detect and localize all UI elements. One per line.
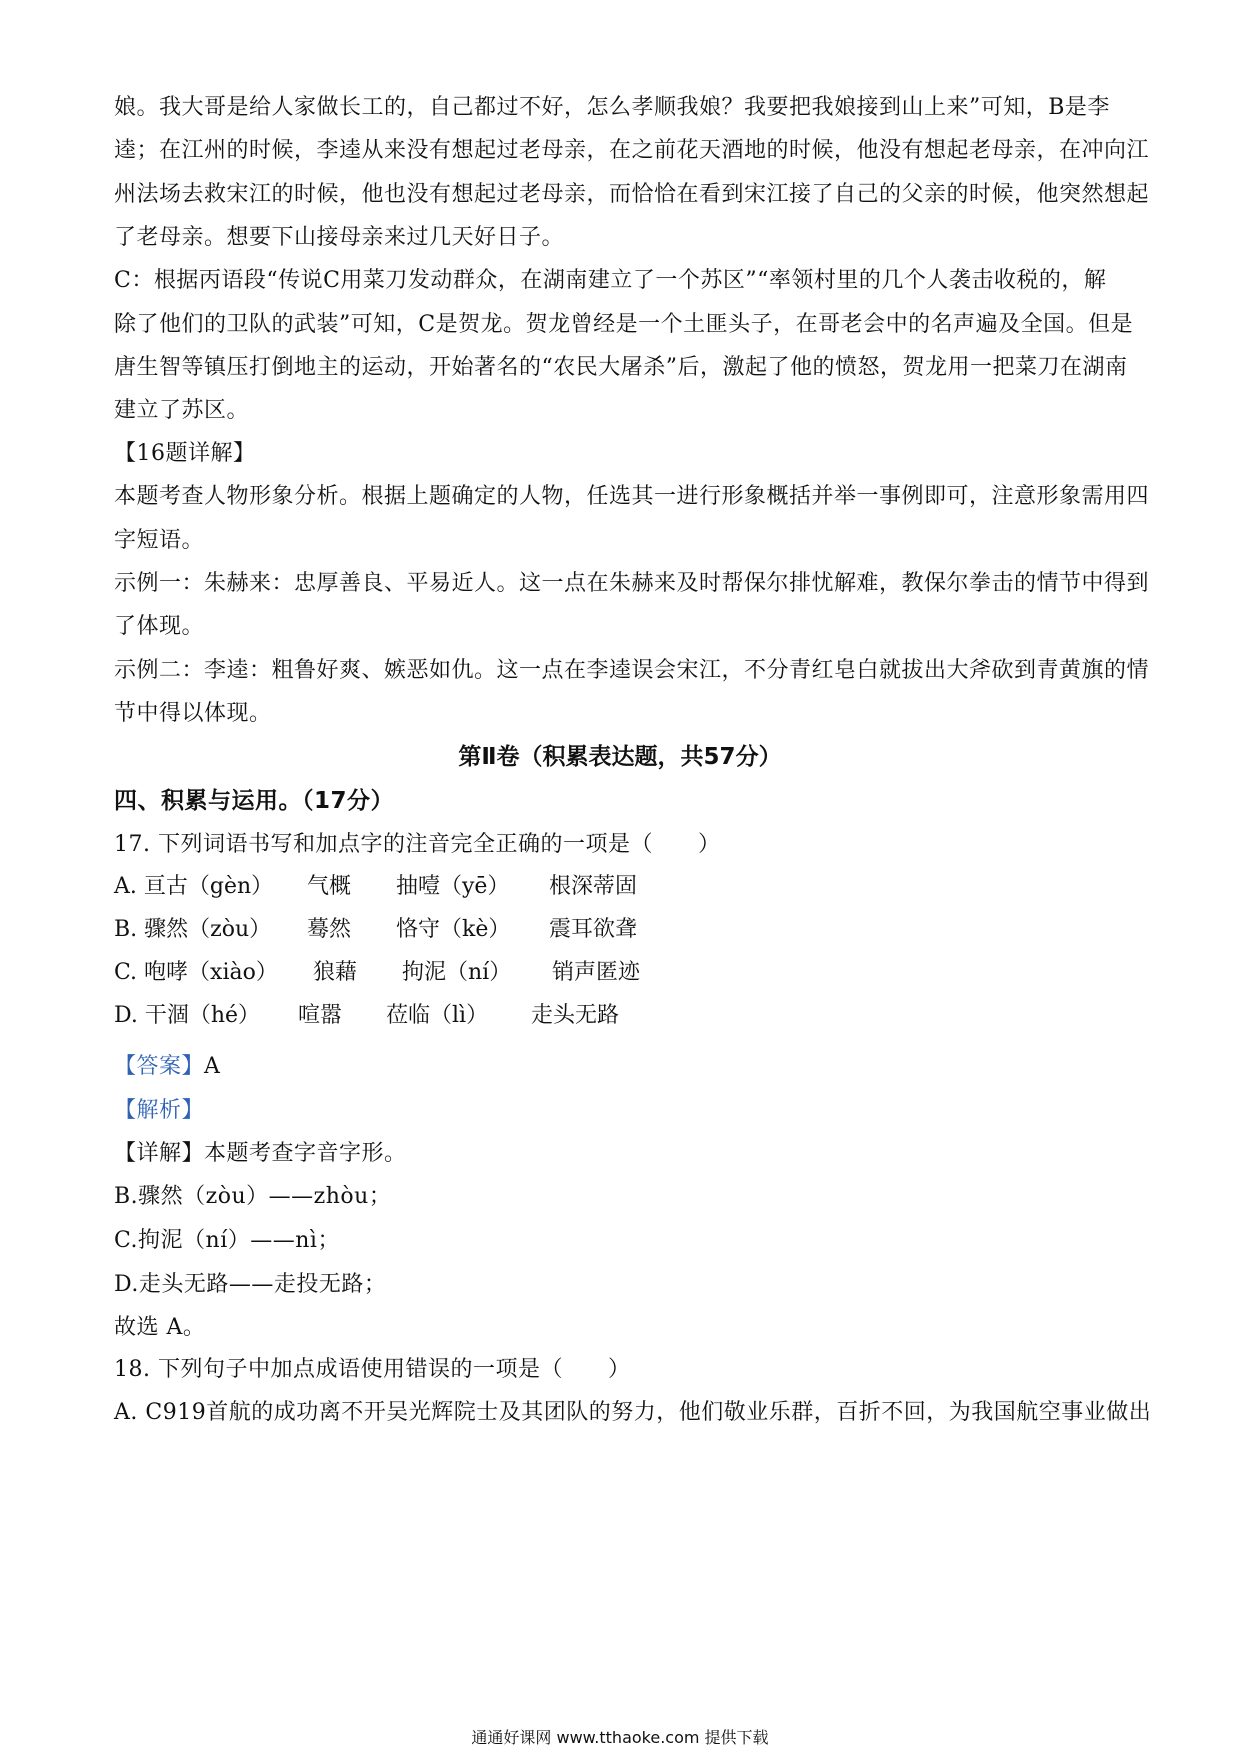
answer-line: [114, 1052, 220, 1082]
option-d-word2: 喧嚣: [298, 1003, 343, 1028]
paragraph-line: 字短语。: [114, 528, 205, 553]
question-17-stem: 17. 下列词语书写和加点字的注音完全正确的一项是（ ）: [114, 832, 721, 857]
option-a-word2: 气概: [307, 874, 352, 899]
paragraph-line: 了老母亲。想要下山接母亲来过几天好日子。: [114, 225, 565, 250]
paragraph-line: C：根据丙语段“传说C用菜刀发动群众，在湖南建立了一个苏区”“率领村里的几个人袭击收税的，解: [114, 268, 1107, 293]
option-a-word1: A. 亘古（gèn）: [114, 874, 274, 899]
page-footer: 通通好课网 www.tthaoke.com 提供下载: [471, 1728, 769, 1747]
option-d-word1: D. 干涸（hé）: [114, 1003, 261, 1028]
answer-value: A: [204, 1054, 221, 1079]
option-a-word3: 抽噎（yē）: [396, 874, 510, 899]
paragraph-line: 唐生智等镇压打倒地主的运动，开始著名的“农民大屠杀”后，激起了他的愤怒，贺龙用一把菜刀在湖南: [114, 355, 1128, 380]
option-b-word2: 蓦然: [307, 917, 352, 942]
subsection-label: 【16题详解】: [114, 441, 256, 466]
paragraph-line: 除了他们的卫队的武装”可知，C是贺龙。贺龙曾经是一个土匪头子，在哥老会中的名声遍及全国。但是: [114, 312, 1134, 337]
option-a-word4: 根深蒂固: [549, 874, 638, 899]
analysis-line: D.走头无路——走投无路；: [114, 1272, 387, 1297]
option-d-word3: 莅临（lì）: [386, 1003, 489, 1028]
option-c-word1: C. 咆哮（xiào）: [114, 960, 278, 985]
paragraph-line: 建立了苏区。: [114, 398, 250, 423]
analysis-line: 故选 A。: [114, 1315, 206, 1340]
paragraph-line: 本题考查人物形象分析。根据上题确定的人物，任选其一进行形象概括并举一事例即可，注意形象需用四: [114, 484, 1150, 509]
analysis-line: C.拘泥（ní）——nì；: [114, 1228, 340, 1253]
question-18-option-a: A. C919首航的成功离不开吴光辉院士及其团队的努力，他们敬业乐群，百折不回，为我国航空事业做出: [114, 1400, 1152, 1425]
example-line: 了体现。: [114, 614, 205, 639]
option-b-word4: 震耳欲聋: [549, 917, 638, 942]
option-d-word4: 走头无路: [531, 1003, 620, 1028]
option-b-word1: B. 骤然（zòu）: [114, 917, 272, 942]
answer-label: 【答案】: [114, 1054, 205, 1079]
example-line: 示例一：朱赫来：忠厚善良、平易近人。这一点在朱赫来及时帮保尔排忧解难，教保尔拳击的情节中得到: [114, 571, 1150, 596]
option-c-word3: 拘泥（ní）: [402, 960, 512, 985]
volume-title: 第Ⅱ卷（积累表达题，共57分）: [458, 744, 782, 770]
detail-line: 【详解】本题考查字音字形。: [114, 1141, 407, 1166]
question-18-stem: 18. 下列句子中加点成语使用错误的一项是（ ）: [114, 1357, 631, 1382]
option-c-word2: 狼藉: [313, 960, 358, 985]
example-line: 示例二：李逵：粗鲁好爽、嫉恶如仇。这一点在李逵误会宋江，不分青红皂白就拔出大斧砍到青黄旗的情: [114, 658, 1150, 683]
analysis-label: 【解析】: [114, 1098, 205, 1123]
example-line: 节中得以体现。: [114, 701, 272, 726]
paragraph-line: 娘。我大哥是给人家做长工的，自己都过不好，怎么孝顺我娘？我要把我娘接到山上来”可知，B是李: [114, 95, 1110, 120]
option-b-word3: 恪守（kè）: [396, 917, 511, 942]
section-title: 四、积累与运用。（17分）: [114, 788, 395, 814]
option-c-word4: 销声匿迹: [552, 960, 641, 985]
paragraph-line: 逵；在江州的时候，李逵从来没有想起过老母亲，在之前花天酒地的时候，他没有想起老母亲，在冲向江: [114, 138, 1150, 163]
paragraph-line: 州法场去救宋江的时候，他也没有想起过老母亲，而恰恰在看到宋江接了自己的父亲的时候，他突然想起: [114, 182, 1150, 207]
analysis-line: B.骤然（zòu）——zhòu；: [114, 1184, 392, 1209]
